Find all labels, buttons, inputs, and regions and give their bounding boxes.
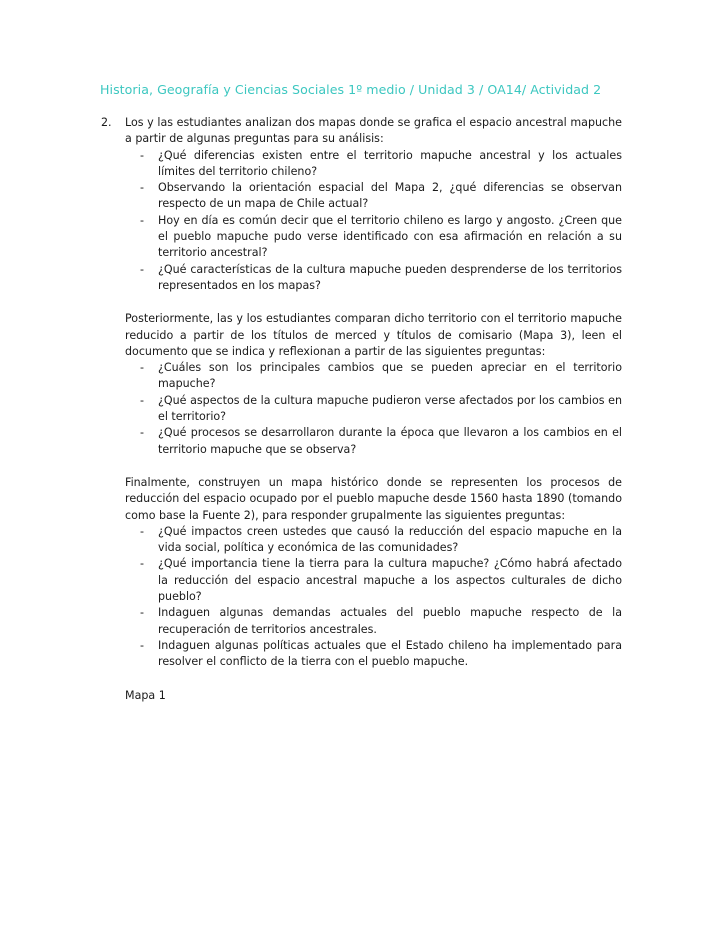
bullet-dash-icon: - [140, 262, 145, 276]
document-header-title: Historia, Geografía y Ciencias Sociales 1º medio / Unidad 3 / OA14/ Actividad 2 [100, 82, 602, 97]
item-number: 2. [101, 116, 112, 129]
activity-item [100, 115, 622, 704]
bullet-dash-icon: - [140, 638, 145, 652]
question-text: ¿Qué aspectos de la cultura mapuche pudieron verse afectados por los cambios en el territorio? [158, 393, 622, 424]
list-item [140, 425, 622, 458]
list-item [140, 524, 622, 557]
bullet-dash-icon: - [140, 148, 145, 162]
question-text: ¿Qué características de la cultura mapuche pueden desprenderse de los territorios representados en los mapas? [158, 262, 622, 292]
list-item [140, 360, 622, 393]
question-text: Hoy en día es común decir que el territorio chileno es largo y angosto. ¿Creen que el pueblo mapuche pudo verse identificado con esa afirmación en relación a su territorio ancestral? [158, 213, 622, 260]
list-item [140, 148, 622, 181]
bullet-dash-icon: - [140, 361, 145, 375]
list-item [140, 556, 622, 605]
bullet-dash-icon: - [140, 213, 145, 227]
map-label: Mapa 1 [125, 688, 166, 702]
question-text: ¿Qué procesos se desarrollaron durante la época que llevaron a los cambios en el territorio mapuche que se observa? [158, 426, 622, 456]
question-text: ¿Qué impactos creen ustedes que causó la reducción del espacio mapuche en la vida social, política y económica de las comunidades? [158, 524, 622, 555]
paragraph-finalmente: Finalmente, construyen un mapa histórico donde se representen los procesos de reducción del espacio ocupado por el pueblo mapuche desde 1560 hasta 1890 (tomando como base la Fuente 2), para responder grupalmente las siguientes preguntas: [125, 475, 622, 522]
bullet-dash-icon: - [140, 426, 145, 440]
list-item [140, 213, 622, 262]
question-list-3 [125, 524, 622, 671]
list-item [140, 393, 622, 426]
question-text: ¿Qué diferencias existen entre el territorio mapuche ancestral y los actuales límites del territorio chileno? [158, 148, 622, 178]
bullet-dash-icon: - [140, 606, 145, 620]
paragraph-posteriormente: Posteriormente, las y los estudiantes comparan dicho territorio con el territorio mapuche reducido a partir de los títulos de merced y títulos de comisario (Mapa 3), leen el documento que se indica y reflexionan a partir de las siguientes preguntas: [125, 312, 622, 358]
question-text: ¿Qué importancia tiene la tierra para la cultura mapuche? ¿Cómo habrá afectado la reducción del espacio ancestral mapuche a los aspectos culturales de dicho pueblo? [158, 557, 622, 604]
intro-paragraph: Los y las estudiantes analizan dos mapas donde se grafica el espacio ancestral mapuche a partir de algunas preguntas para su análisis: [125, 116, 622, 146]
question-text: ¿Cuáles son los principales cambios que se pueden apreciar en el territorio mapuche? [158, 361, 622, 391]
question-text: Observando la orientación espacial del Mapa 2, ¿qué diferencias se observan respecto de un mapa de Chile actual? [158, 181, 622, 211]
question-list-1 [125, 148, 622, 295]
document-content [100, 115, 622, 704]
bullet-dash-icon: - [140, 393, 145, 407]
question-text: Indaguen algunas políticas actuales que el Estado chileno ha implementado para resolver el conflicto de la tierra con el pueblo mapuche. [158, 638, 622, 669]
bullet-dash-icon: - [140, 181, 145, 195]
bullet-dash-icon: - [140, 524, 145, 538]
list-item [140, 605, 622, 638]
question-text: Indaguen algunas demandas actuales del pueblo mapuche respecto de la recuperación de territorios ancestrales. [158, 606, 622, 636]
bullet-dash-icon: - [140, 557, 145, 571]
list-item [140, 262, 622, 295]
list-item [140, 180, 622, 213]
list-item [140, 638, 622, 671]
question-list-2 [125, 360, 622, 458]
